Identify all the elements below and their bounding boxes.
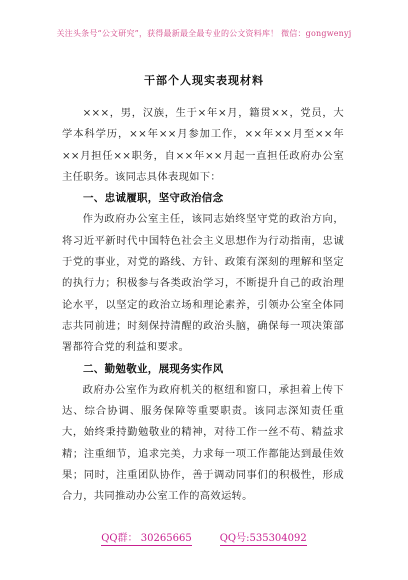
document-body [62, 103, 344, 508]
header-banner: 关注头条号“公文研究”，获得最新最全最专业的公文资料库！ 微信：gongwenyj [56, 29, 352, 38]
document-title: 干部个人现实表现材料 [144, 74, 264, 87]
section-heading-1: 一、忠诚履职，坚守政治信念 [83, 192, 224, 205]
qq-number-link[interactable]: QQ号:535304092 [219, 533, 307, 544]
section-heading-2: 二、勤勉敬业，展现务实作风 [83, 362, 224, 375]
qq-group-link[interactable]: QQ群： 30265665 [101, 533, 192, 544]
footer-contact [0, 532, 408, 546]
section-paragraph-1: 作为政府办公室主任，该同志始终坚守党的政治方向，将习近平新时代中国特色社会主义思想作为行动指南，忠诚于党的事业，对党的路线、方针、政策有深刻的理解和坚定的执行力；积极参与各类政治学习，不断提升自己的政治理论水平，以坚定的政治立场和理论素养，引领办公室全体同志共同前进；时刻保持清醒的政治头脑，确保每一项决策部署都符合党的利益和要求。 [62, 213, 344, 354]
intro-paragraph: ×××，男，汉族，生于×年×月，籍贯××，党员，大学本科学历，××年××月参加工作，××年××月至××年××月担任××职务，自××年××月起一直担任政府办公室主任职务。该同志具体表现如下： [62, 107, 344, 183]
section-paragraph-2: 政府办公室作为政府机关的枢纽和窗口，承担着上传下达、综合协调、服务保障等重要职责。该同志深知责任重大，始终秉持勤勉敬业的精神，对待工作一丝不苟、精益求精；注重细节，追求完美，力求每一项工作都能达到最佳效果；同时，注重团队协作，善于调动同事们的积极性，形成合力，共同推动办公室工作的高效运转。 [62, 383, 344, 503]
